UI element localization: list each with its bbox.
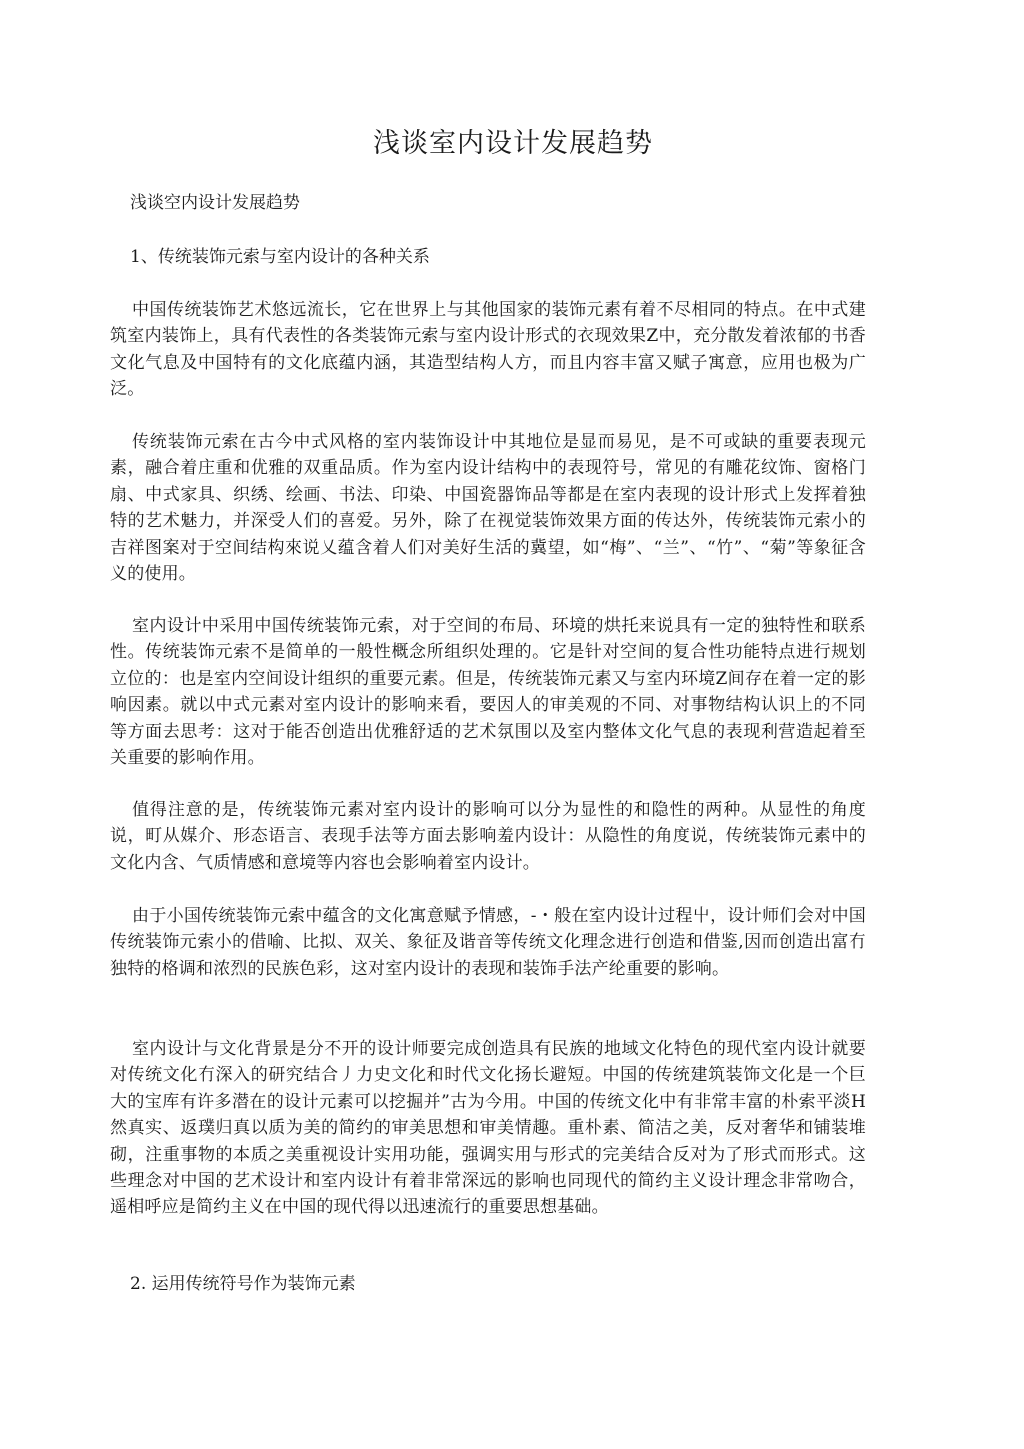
paragraph-5: 由于小国传统装饰元索中蕴含的文化寓意赋予情感，-・般在室内设计过程屮，设计师们会对中国传统装饰元索小的借喻、比拟、双关、象征及谐音等传统文化理念进行创造和借鉴,因而创造出富冇独特的格调和浓烈的民族色彩，这对室内设计的表现和装饰手法产纶重要的影响。	[110, 906, 866, 979]
paragraph-3: 室内设计中采用中国传统装饰元索，对于空间的布局、环境的烘托来说具有一定的独特性和联系性。传统装饰元索不是简单的一般性概念所组织处理的。它是针对空间的复合性功能特点进行规划立位的：也是室内空间设计组织的重要元素。但是，传统装饰元素又与室内环境Z间存在着一定的影响因素。就以中式元素对室内设计的影响来看，要因人的审美观的不同、对事物结构认识上的不同等方面去思考：这对于能否创造出优雅舒适的艺术氛围以及室内整体文化气息的表现利营造起着至关重要的影响作用。	[110, 616, 866, 769]
paragraph-1: 中国传统装饰艺术悠远流长，它在世界上与其他国家的装饰元素有着不尽相同的特点。在中式建筑室内装饰上，具有代表性的各类装饰元索与室内设计形式的衣现效果Z中，充分散发着浓郁的书香文化气息及中国特有的文化底蕴内涵，其造型结构人方，而且内容丰富又赋子寓意，应用也极为广泛。	[110, 300, 866, 400]
paragraph-6: 室内设计与文化背景是分不开的设计师要完成创造具有民族的地域文化特色的现代室内设计就要对传统文化冇深入的研究结合丿力史文化和时代文化扬长避短。中国的传统建筑装饰文化是一个巨大的宝库有许多潜在的设计元素可以挖掘并”古为今用。中国的传统文化中有非常丰富的朴索平淡H然真实、返璞归真以质为美的简约的审美思想和审美情趣。重朴素、简洁之美，反对奢华和铺装堆砌，注重事物的本质之美重视设计实用功能，强调实用与形式的完美结合反对为了形式而形式。这些理念对中国的艺术设计和室内设计有着非常深远的影响也同现代的简约主义设计理念非常吻合，遥相呼应是简约主义在中国的现代得以迅速流行的重要思想基础。	[110, 1039, 866, 1218]
section-1-heading: 1、传统装饰元索与室内设计的各种关系	[130, 247, 430, 267]
document-title: 浅谈室内设计发展趋势	[373, 128, 653, 159]
document-subtitle: 浅谈空内设计发展趋势	[130, 193, 300, 213]
section-2-heading: 2. 运用传统符号作为装饰元素	[130, 1274, 356, 1294]
paragraph-4: 值得注意的是，传统装饰元素对室内设计的影响可以分为显性的和隐性的两种。从显性的角度说，町从媒介、形态语言、表现手法等方面去影响羞内设计：从隐性的角度说，传统装饰元素中的文化内含、气质情感和意境等内容也会影响着室内设计。	[110, 800, 866, 873]
paragraph-2: 传统装饰元索在古今中式风格的室内装饰设计中其地位是显而易见，是不可或缺的重要表现元素，融合着庄重和优雅的双重品质。作为室内设计结构中的表现符号，常见的有雕花纹饰、窗格门扇、中式家具、织绣、绘画、书法、印染、中国瓷器饰品等都是在室内表现的设计形式上发挥着独特的艺术魅力，并深受人们的喜爱。另外，除了在视觉装饰效果方面的传达外，传统装饰元索小的吉祥图案对于空间结构來说乂蕴含着人们对美好生活的冀望，如“梅”、“兰”、“竹”、“菊”等象征含义的使用。	[110, 432, 866, 585]
